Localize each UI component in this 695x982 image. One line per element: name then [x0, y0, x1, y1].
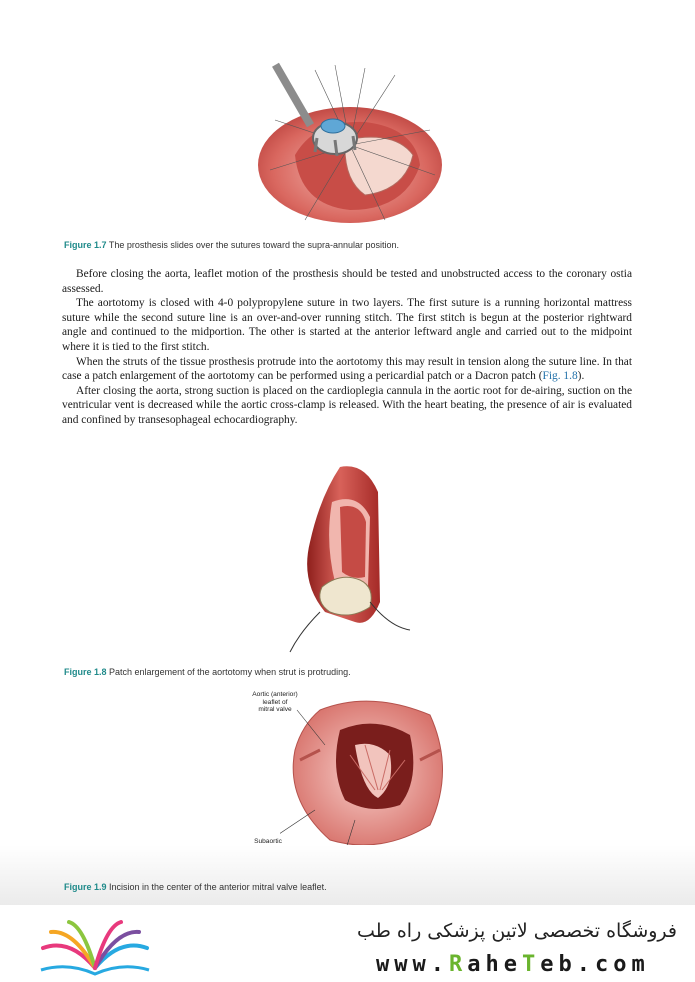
caption-text: Patch enlargement of the aortotomy when strut is protruding.	[109, 667, 351, 677]
figure-1-7-caption	[64, 240, 399, 250]
figure-reference-link[interactable]: Fig. 1.8	[542, 370, 578, 383]
paragraph-text: ).	[577, 370, 585, 383]
figure-1-9-caption	[64, 882, 327, 892]
label-aortic-anterior-leaflet	[240, 691, 310, 714]
paragraph	[62, 355, 632, 384]
label-line: Subaortic	[254, 838, 282, 845]
body-text	[62, 267, 632, 428]
paragraph: The aortotomy is closed with 4-0 polypropylene suture in two layers. The first suture is a running horizontal mattress suture while the second suture line is an over-and-over running stitch. The first stitch is begun at the posterior rightward angle and continued to the midportion. The other is started at the anterior leftward angle and carried out to the midpoint where it is tied to the first stitch.	[62, 297, 632, 353]
paragraph: Before closing the aorta, leaflet motion of the prosthesis should be tested and unobstructed access to the coronary ostia assessed.	[62, 268, 632, 295]
url-accent-letter: T	[521, 952, 541, 977]
url-accent-letter: R	[448, 952, 468, 977]
url-part: .com	[576, 952, 650, 977]
caption-text: The prosthesis slides over the sutures toward the supra-annular position.	[108, 240, 400, 250]
label-line: leaflet of	[262, 698, 288, 706]
url-part: a	[467, 952, 486, 977]
url-part: www.	[376, 952, 449, 977]
footer-gradient-band	[0, 845, 695, 905]
figure-number: Figure 1.8	[64, 667, 107, 677]
figure-1-8-illustration	[270, 462, 420, 662]
url-part: e	[540, 952, 559, 977]
open-book-logo-icon	[35, 918, 155, 978]
store-url[interactable]	[376, 952, 650, 977]
caption-text: Incision in the center of the anterior mitral valve leaflet.	[109, 882, 327, 892]
url-part: h	[485, 952, 504, 977]
url-part: e	[503, 952, 522, 977]
url-part: b	[558, 952, 577, 977]
figure-1-7-illustration	[255, 60, 445, 230]
label-line: mitral valve	[258, 706, 292, 714]
figure-1-9-illustration	[280, 690, 460, 870]
figure-1-8-caption	[64, 667, 351, 677]
figure-number: Figure 1.7	[64, 240, 107, 250]
paragraph: After closing the aorta, strong suction is placed on the cardioplegia cannula in the aortic root for de-airing, suction on the ventricular vent is decreased while the aortic cross-clamp is released. With the heart beating, the presence of air is evaluated and confined by transesophageal echocardiography.	[62, 384, 632, 426]
paragraph-text: When the struts of the tissue prosthesis protrude into the aortotomy this may result in tension along the suture line. In that case a patch enlargement of the aortotomy can be performed using a pericardial patch or a Dacron patch (	[62, 355, 632, 383]
label-line: Aortic (anterior)	[252, 691, 298, 698]
figure-number: Figure 1.9	[64, 882, 107, 892]
store-name-persian: فروشگاه تخصصی لاتین پزشکی راه طب	[357, 920, 677, 942]
